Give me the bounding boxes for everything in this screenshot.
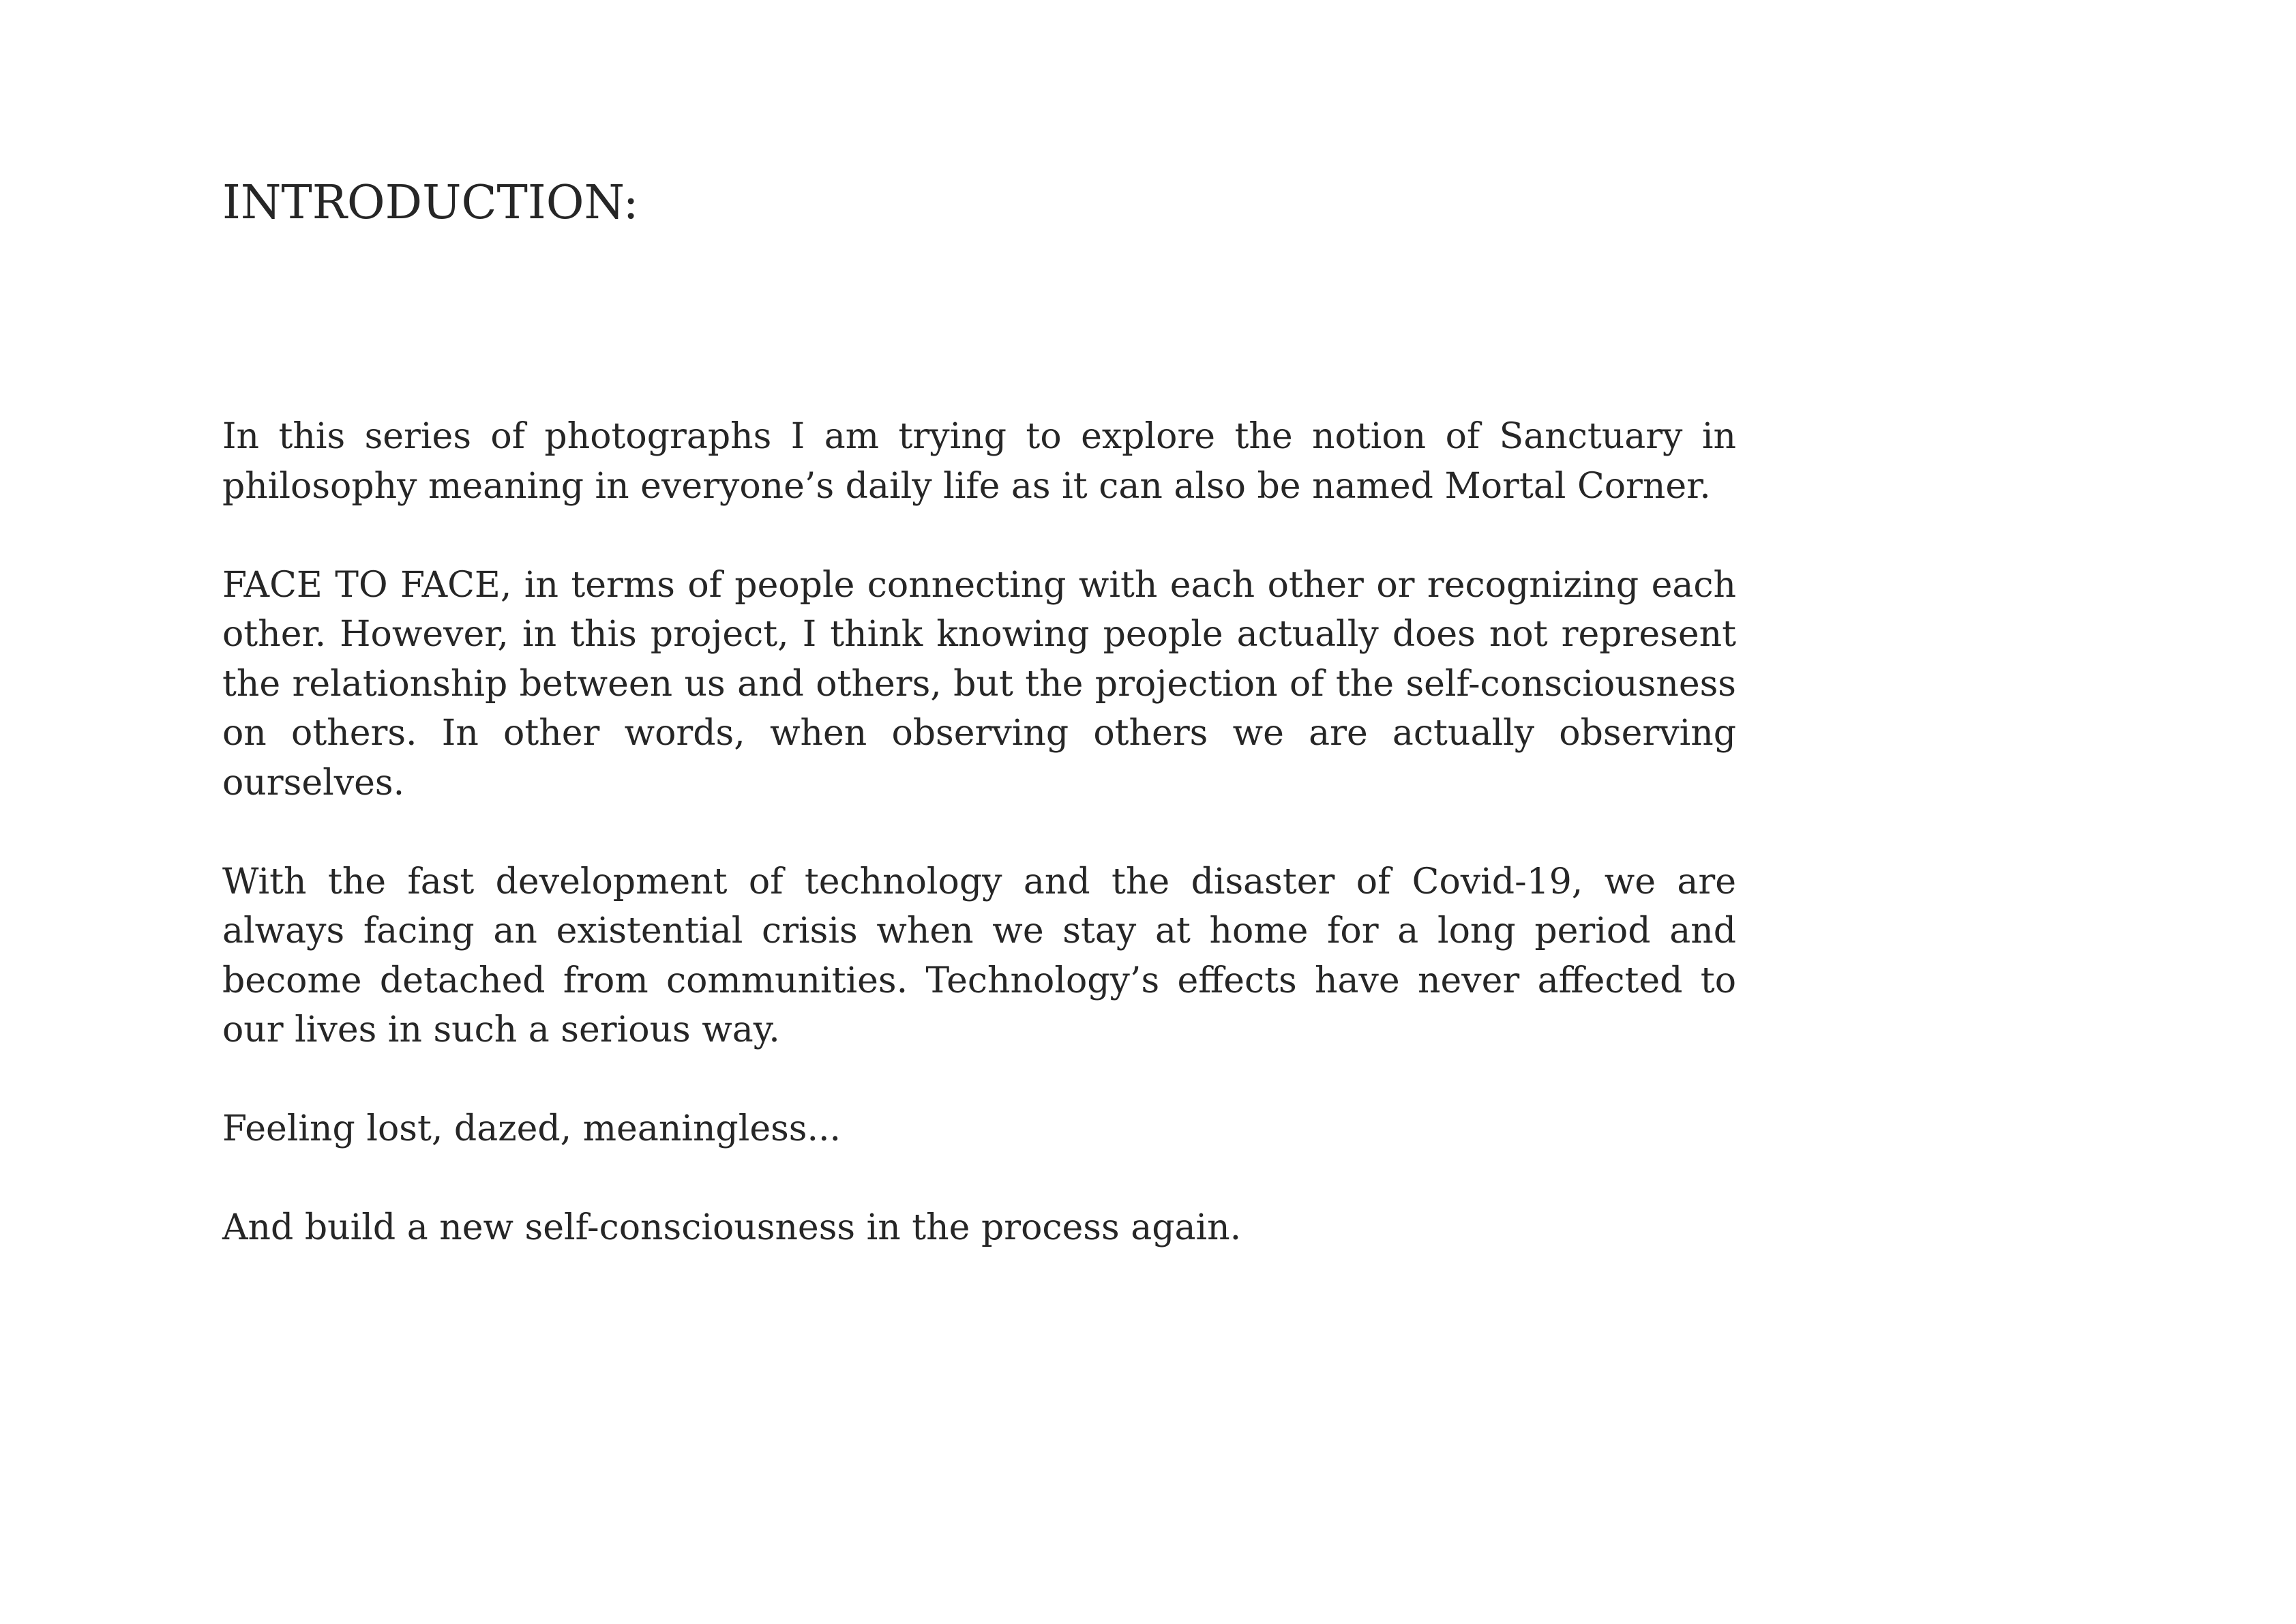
paragraph-sanctuary: In this series of photographs I am trying to explore the notion of Sanctuary in philosophy meaning in everyone’s daily life as it can also be named Mortal Corner. [222,416,1736,507]
paragraph-technology: With the fast development of technology and the disaster of Covid-19, we are always facing an existential crisis when we stay at home for a long period and become detached from communities. Technology’s effects have never affected to our lives in such a serious way. [222,861,1736,1050]
paragraph-feeling-lost: Feeling lost, dazed, meaningless... [222,1108,841,1149]
page-title: INTRODUCTION: [222,176,639,230]
paragraph-face-to-face: FACE TO FACE, in terms of people connecting with each other or recognizing each other. However, in this project, I think knowing people actually does not represent the relationship between us and others, but the projection of the self-consciousness on others. In other words, when observing others we are actually observing ourselves. [222,564,1736,803]
body-text [222,412,1736,1253]
paragraph-build: And build a new self-consciousness in the process again. [222,1207,1242,1248]
